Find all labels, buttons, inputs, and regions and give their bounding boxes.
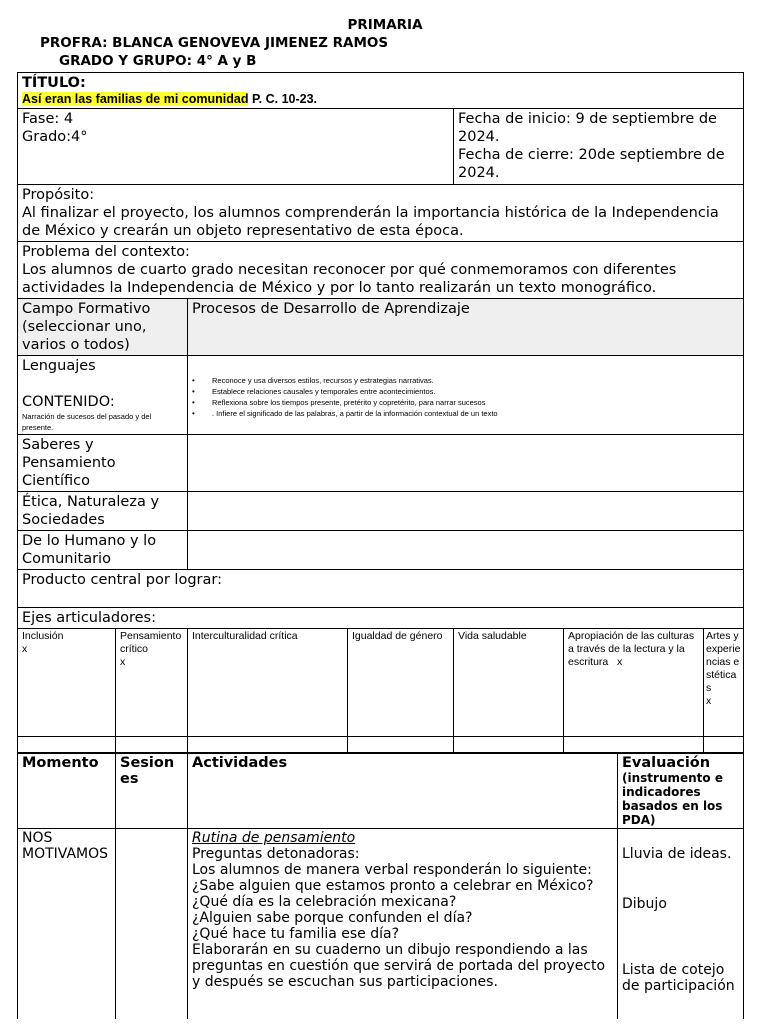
- eje-vida-saludable: Vida saludable: [454, 629, 564, 737]
- eje-inclusion: Inclusión x: [18, 629, 116, 737]
- actividades-header: Actividades: [188, 754, 618, 829]
- producto-label: Producto central por lograr:: [18, 570, 744, 608]
- problema-text: Los alumnos de cuarto grado necesitan reconocer por qué conmemoramos con diferentes actividades la Independencia de México y por lo tanto realizarán un texto monográfico.: [22, 262, 677, 296]
- activity-line: ¿Qué hace tu familia ese día?: [192, 926, 400, 942]
- eje-interculturalidad: Interculturalidad crítica: [188, 629, 348, 737]
- lenguajes-row: [18, 356, 744, 435]
- title-label: TÍTULO:: [22, 75, 86, 91]
- campo-row: [18, 435, 744, 492]
- pda-item: • Reconoce y usa diversos estilos, recursos y estrategias narrativas.: [212, 375, 739, 386]
- evaluacion-header: Evaluación (instrumento e indicadores basados en los PDA): [618, 754, 744, 829]
- activities-table: [17, 753, 744, 1019]
- ejes-empty-row: [18, 737, 744, 753]
- evaluacion-cell: [618, 829, 744, 1019]
- actividades-cell: [188, 829, 618, 1019]
- eje-pensamiento-critico: Pensamiento crítico x: [116, 629, 188, 737]
- activity-line: Los alumnos de manera verbal responderán lo siguiente:: [192, 862, 592, 878]
- activity-title: Rutina de pensamiento: [192, 830, 356, 846]
- grado: Grado:4°: [22, 129, 88, 145]
- activity-line: ¿Alguien sabe porque confunden el día?: [192, 910, 473, 926]
- lenguajes-label: Lenguajes: [22, 358, 96, 374]
- document-header: [0, 0, 768, 72]
- campo-row: [18, 492, 744, 531]
- pda-item: • . Infiere el significado de las palabras, a partir de la información contextual de un texto: [212, 408, 739, 419]
- campo-humano: De lo Humano y lo Comunitario: [18, 531, 188, 570]
- activity-line: Elaborarán en su cuaderno un dibujo respondiendo a las preguntas en cuestión que servirá de portada del proyecto y después se escuchan sus participaciones.: [192, 942, 606, 990]
- info-row: [18, 109, 744, 185]
- fase: Fase: 4: [22, 111, 74, 127]
- pda-list: [192, 375, 739, 419]
- campo-saberes: Saberes y Pensamiento Científico: [18, 435, 188, 492]
- eje-apropiacion: Apropiación de las culturas a través de la lectura y la escritura x: [564, 629, 704, 737]
- sesiones-cell: [116, 829, 188, 1019]
- momento-header: Momento: [18, 754, 116, 829]
- problema-label: Problema del contexto:: [22, 244, 190, 260]
- problema-row: [18, 242, 744, 299]
- activities-header-row: [18, 754, 744, 829]
- ejes-label-row: [18, 608, 744, 629]
- fecha-inicio: Fecha de inicio: 9 de septiembre de 2024.: [458, 111, 717, 145]
- eje-igualdad-genero: Igualdad de género: [348, 629, 454, 737]
- proposito-label: Propósito:: [22, 187, 95, 203]
- activity-line: Preguntas detonadoras:: [192, 846, 360, 862]
- activity-row: [18, 829, 744, 1019]
- activity-line: ¿Sabe alguien que estamos pronto a celebrar en México?: [192, 878, 594, 894]
- momento-cell: NOS MOTIVAMOS: [18, 829, 116, 1019]
- proposito-row: [18, 185, 744, 242]
- proposito-text: Al finalizar el proyecto, los alumnos comprenderán la importancia histórica de la Independencia de México y crearán un objeto representativo de esta época.: [22, 205, 719, 239]
- ejes-label: Ejes articuladores:: [18, 608, 744, 629]
- contenido-text: Narración de sucesos del pasado y del presente.: [22, 412, 152, 432]
- sesiones-header: Sesiones: [116, 754, 188, 829]
- planning-document: [17, 72, 743, 1024]
- school-level: PRIMARIA: [347, 17, 423, 33]
- eje-artes: Artes y experiencias estéticas x: [704, 629, 744, 737]
- eval-item: Dibujo: [622, 896, 667, 912]
- campo-row: [18, 531, 744, 570]
- pda-item: • Reflexiona sobre los tiempos presente, pretérito y copretérito, para narrar sucesos: [212, 397, 739, 408]
- campo-header: Campo Formativo (seleccionar uno, varios o todos): [18, 299, 188, 356]
- producto-row: [18, 570, 744, 608]
- eval-item: Lista de cotejo de participación: [622, 962, 735, 994]
- teacher-name: PROFRA: BLANCA GENOVEVA JIMENEZ RAMOS: [40, 35, 389, 51]
- campo-header-row: [18, 299, 744, 356]
- pda-header: Procesos de Desarrollo de Aprendizaje: [188, 299, 744, 356]
- eval-item: Lluvia de ideas.: [622, 846, 732, 862]
- activity-line: ¿Qué día es la celebración mexicana?: [192, 894, 457, 910]
- contenido-label: CONTENIDO:: [22, 394, 115, 410]
- page-ref: P. C. 10-23.: [248, 92, 318, 106]
- fecha-cierre: Fecha de cierre: 20de septiembre de 2024.: [458, 147, 725, 181]
- planning-table: [17, 72, 744, 753]
- project-name: Así eran las familias de mi comunidad: [22, 92, 249, 106]
- ejes-row: [18, 629, 744, 737]
- campo-etica: Ética, Naturaleza y Sociedades: [18, 492, 188, 531]
- grade-group: GRADO Y GRUPO: 4° A y B: [59, 53, 257, 69]
- title-row: [18, 73, 744, 109]
- pda-item: • Establece relaciones causales y temporales entre acontecimientos.: [212, 386, 739, 397]
